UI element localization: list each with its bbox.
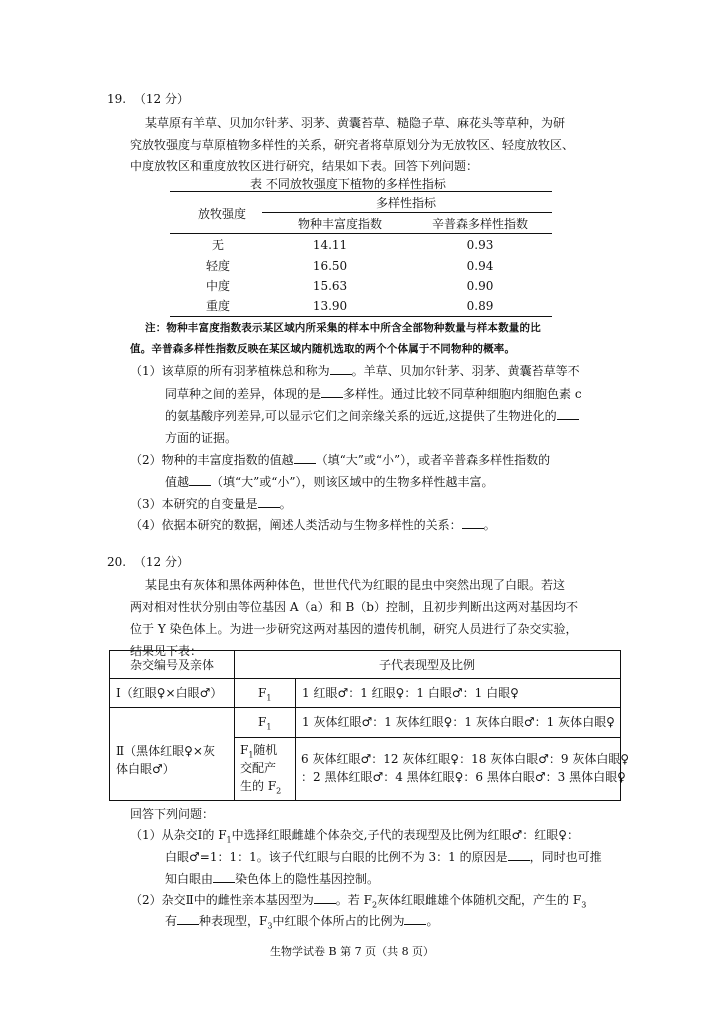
- q19-intro-line-2: 究放牧强度与草原植物多样性的关系，研究者将草原划分为无放牧区、轻度放牧区、: [130, 138, 575, 152]
- cross-2-f2-gen-line-3: [240, 778, 281, 794]
- q19-sub4-text: 。: [483, 518, 496, 532]
- q20-sub1-line-3: [165, 871, 379, 887]
- answer-blank[interactable]: [294, 452, 316, 464]
- q19-points: （12 分）: [133, 92, 190, 106]
- generation-subscript: 1: [266, 722, 272, 732]
- table1-caption: 表 不同放牧强度下植物的多样性指标: [250, 177, 446, 191]
- q20-sub1-line-1: [130, 827, 579, 843]
- q19-sub3-text: （3）本研究的自变量是: [130, 497, 258, 511]
- cross-2-parents-line-1: Ⅱ（黑体红眼♀×灰: [116, 744, 215, 758]
- table1-row-richness: 15.63: [312, 279, 348, 293]
- q19-sub4: [130, 517, 496, 533]
- q20-sub1-text: 知白眼由: [165, 872, 214, 886]
- q19-intro-line-1: 某草原有羊草、贝加尔针茅、羽茅、黄囊苔草、糙隐子草、麻花头等草种，为研: [145, 116, 566, 130]
- q19-sub1-line-3: [165, 408, 579, 424]
- cross-2-parents-line-2: 体白眼♂）: [116, 762, 175, 776]
- q20-sub2-text: 。若 F: [335, 893, 372, 907]
- q19-sub4-text: （4）依据本研究的数据，阐述人类活动与生物多样性的关系：: [130, 518, 462, 532]
- cross-2-f1-result: 1 灰体红眼♂：1 灰体红眼♀：1 灰体白眼♂：1 灰体白眼♀: [302, 715, 615, 729]
- page-footer: 生物学试卷 B 第 7 页（共 8 页）: [270, 945, 435, 958]
- q20-sub1-text: ，同时也可推: [529, 850, 602, 864]
- q19-sub1-text: （1）该草原的所有羽茅植株总和称为: [130, 364, 330, 378]
- generation-label: F: [240, 743, 249, 757]
- cross-2-f2-gen-line-2: 交配产: [240, 761, 277, 775]
- generation-subscript: 1: [226, 835, 232, 845]
- answer-blank[interactable]: [462, 517, 484, 529]
- q20-answer-prompt: 回答下列问题：: [130, 807, 215, 821]
- q19-sub3: [130, 496, 292, 512]
- cross-2-f2-gen-line-1: [240, 742, 277, 758]
- q20-sub2-text: 。: [426, 914, 439, 928]
- table1-header-rule: [170, 233, 552, 234]
- table1-row-label: 中度: [205, 279, 230, 293]
- generation-subscript: 2: [371, 900, 378, 910]
- cross-1-result: 1 红眼♂：1 红眼♀：1 白眼♂：1 白眼♀: [302, 686, 519, 700]
- q20-intro-line-1: 某昆虫有灰体和黑体两种体色，世世代代为红眼的昆虫中突然出现了白眼。若这: [145, 578, 566, 592]
- q19-sub1-line-1: [130, 363, 580, 379]
- q20-intro-line-4: 结果见下表：: [130, 644, 203, 658]
- q19-sub3-text: 。: [279, 497, 292, 511]
- answer-blank[interactable]: [404, 913, 426, 925]
- answer-blank[interactable]: [189, 474, 211, 486]
- table-rule: [110, 707, 620, 708]
- answer-blank[interactable]: [258, 496, 280, 508]
- q19-sub2-text: （2）物种的丰富度指数的值越: [130, 453, 294, 467]
- table1-row-simpson: 0.89: [466, 299, 494, 313]
- q20-number: 20.: [107, 555, 127, 569]
- cross-2-f2-result-line-2: ：2 黑体红眼♂：4 黑体红眼♀：6 黑体白眼♂：3 黑体白眼♀: [301, 770, 626, 784]
- q20-sub1-text: 中选择红眼雌雄个体杂交,子代的表现型及比例为红眼♂：红眼♀：: [231, 828, 579, 842]
- q20-sub1-line-2: [165, 849, 602, 865]
- generation-subscript: 2: [276, 786, 282, 796]
- q20-intro-line-2: 两对相对性状分别由等位基因 A（a）和 B（b）控制，且初步判断出这两对基因均不: [130, 600, 578, 614]
- table1-header-group: 多样性指标: [375, 196, 436, 210]
- table1-row-simpson: 0.94: [466, 259, 494, 273]
- table1-row-label: 重度: [205, 299, 230, 313]
- q19-sub2-text: （填“大”或“小”），或者辛普森多样性指数的: [315, 453, 551, 467]
- cross-table-header-parents: 杂交编号及亲体: [129, 658, 214, 672]
- answer-blank[interactable]: [321, 386, 343, 398]
- table1-note-line-2: 值。辛普森多样性指数反映在某区域内随机选取的两个个体属于不同物种的概率。: [130, 343, 516, 355]
- cross-1-parents: Ⅰ（红眼♀×白眼♂）: [116, 686, 223, 700]
- q20-sub2-text: 中红眼个体所占的比例为: [272, 914, 405, 928]
- q19-sub1-text: 同草种之间的差异，体现的是: [165, 387, 322, 401]
- generation-subscript: 3: [581, 900, 587, 910]
- table1-row-label: 轻度: [205, 259, 230, 273]
- q20-sub1-text: 染色体上的隐性基因控制。: [235, 872, 380, 886]
- table1-row-simpson: 0.93: [466, 238, 494, 252]
- cross-table-header-offspring: 子代表现型及比例: [378, 658, 475, 672]
- generation-label: 随机: [253, 743, 278, 757]
- q19-sub1-text: 的氨基酸序列差异,可以显示它们之间亲缘关系的远近,这提供了生物进化的: [165, 409, 557, 423]
- q19-header: [107, 91, 189, 107]
- table1-row-label: 无: [211, 238, 224, 252]
- answer-blank[interactable]: [177, 913, 199, 925]
- q20-sub2-line-1: [130, 892, 586, 908]
- table1-top-rule: [170, 191, 552, 192]
- table1-row-richness: 14.11: [312, 238, 348, 252]
- table1-row-richness: 13.90: [312, 299, 348, 313]
- table-rule: [234, 651, 235, 800]
- answer-blank[interactable]: [213, 871, 235, 883]
- q19-sub1-text: 。羊草、贝加尔针茅、羽茅、黄囊苔草等不: [351, 364, 580, 378]
- q19-sub1-line-4: 方面的证据。: [165, 431, 238, 445]
- table1-header-richness: 物种丰富度指数: [297, 217, 382, 231]
- generation-subscript: 1: [266, 693, 272, 703]
- answer-blank[interactable]: [557, 408, 579, 420]
- q20-intro-line-3: 位于 Y 染色体上。为进一步研究这两对基因的遗传机制，研究人员进行了杂交实验，: [130, 622, 578, 636]
- table1-header-grazing: 放牧强度: [197, 207, 246, 221]
- q19-sub2-line-2: [165, 474, 494, 490]
- cross-1-generation: [258, 685, 271, 701]
- table1-note-line-1: 注：物种丰富度指数表示某区域内所采集的样本中所含全部物种数量与样本数量的比: [145, 322, 541, 334]
- q19-sub2-text: 值越: [165, 475, 190, 489]
- table1-group-rule: [262, 212, 552, 213]
- q20-sub2-text: （2）杂交Ⅱ中的雌性亲本基因型为: [130, 893, 314, 907]
- answer-blank[interactable]: [330, 363, 352, 375]
- generation-subscript: 3: [267, 921, 273, 931]
- generation-subscript: 1: [248, 750, 254, 760]
- table1-row-simpson: 0.90: [466, 279, 494, 293]
- table-rule: [234, 737, 620, 738]
- table1-header-simpson: 辛普森多样性指数: [431, 217, 528, 231]
- q19-sub1-text: 多样性。通过比较不同草种细胞内细胞色素 c: [343, 387, 582, 401]
- cross-table: [109, 650, 630, 801]
- q20-sub1-text: 白眼♂=1：1：1。该子代红眼与白眼的比例不为 3：1 的原因是: [165, 850, 508, 864]
- table-rule: [110, 678, 620, 679]
- cross-2-f2-result-line-1: 6 灰体红眼♂：12 灰体红眼♀：18 灰体白眼♂：9 灰体白眼♀: [301, 752, 630, 766]
- answer-blank[interactable]: [508, 849, 530, 861]
- table1-bottom-rule: [170, 316, 552, 317]
- q20-sub2-text: 灰体红眼雌雄个体随机交配，产生的 F: [377, 893, 582, 907]
- q19-sub2-text: （填“大”或“小”），则该区域中的生物多样性越丰富。: [211, 475, 494, 489]
- table-rule: [295, 678, 296, 800]
- generation-label: 生的 F: [240, 779, 277, 793]
- q19-sub1-line-2: [165, 386, 582, 402]
- q20-sub1-text: （1）从杂交Ⅰ的 F: [130, 828, 227, 842]
- q19-number: 19.: [107, 92, 127, 106]
- q20-sub2-line-2: [165, 913, 438, 929]
- generation-label: F: [258, 715, 267, 729]
- q20-sub2-text: 有: [165, 914, 178, 928]
- generation-label: F: [258, 686, 267, 700]
- q19-intro-line-3: 中度放牧区和重度放牧区进行研究，结果如下表。回答下列问题：: [130, 159, 479, 173]
- q20-sub2-text: 种表现型，F: [199, 914, 268, 928]
- q20-points: （12 分）: [133, 555, 190, 569]
- table1-row-richness: 16.50: [312, 259, 348, 273]
- q19-sub2-line-1: [130, 452, 550, 468]
- cross-2-generation: [258, 714, 271, 730]
- answer-blank[interactable]: [314, 892, 336, 904]
- q20-header: [107, 554, 189, 570]
